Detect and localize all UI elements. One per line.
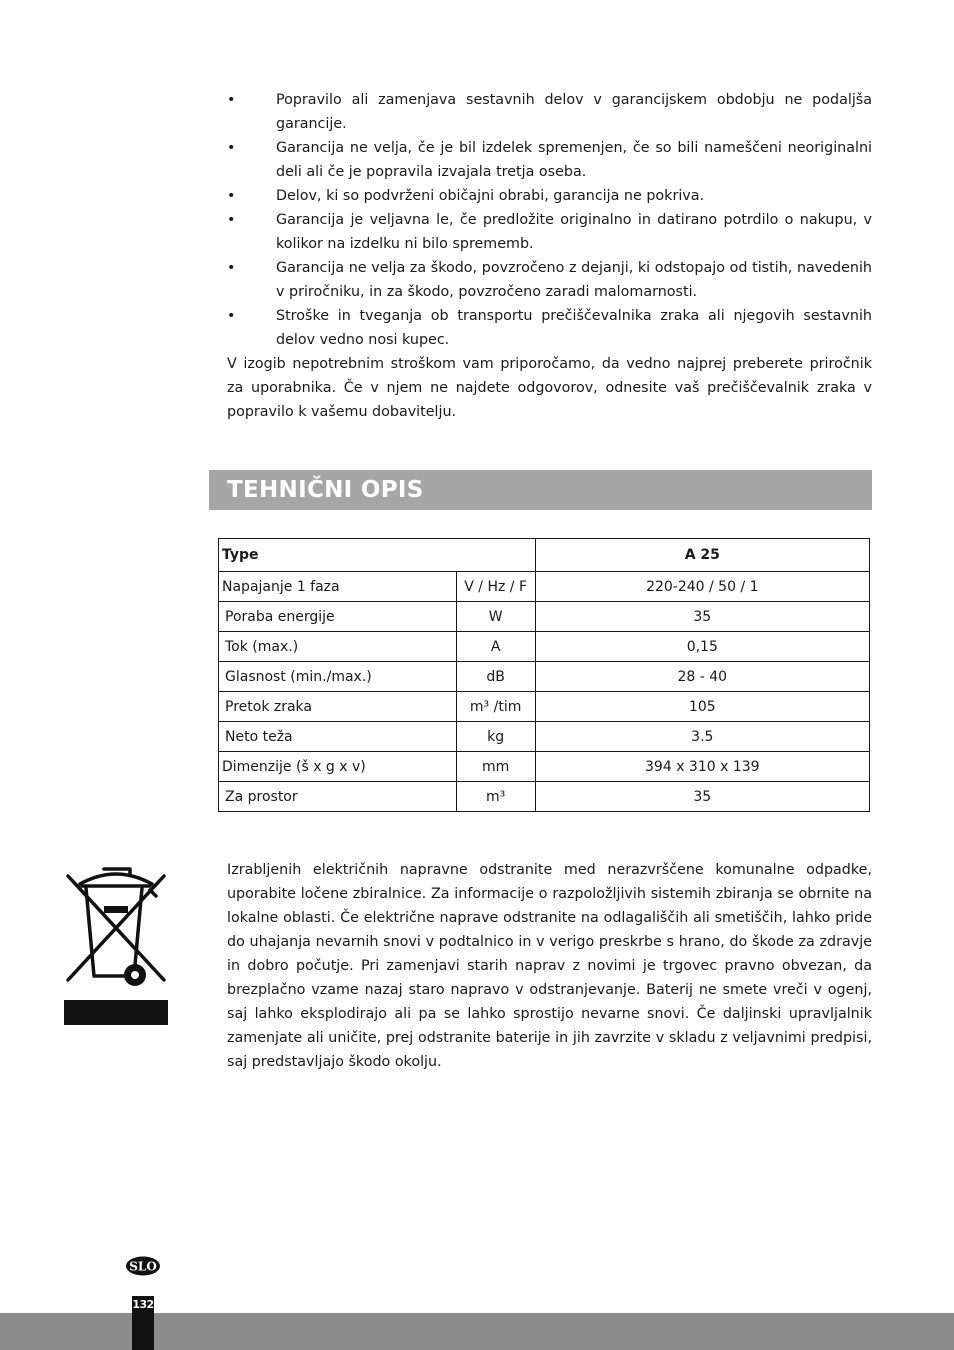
spec-unit: A xyxy=(456,632,535,662)
spec-value: 3.5 xyxy=(535,722,869,752)
spec-unit: mm xyxy=(456,752,535,782)
table-row xyxy=(219,662,870,692)
page-number-tab xyxy=(132,1296,154,1350)
bullet-icon: • xyxy=(227,188,236,204)
spec-unit: W xyxy=(456,602,535,632)
spec-value: 28 - 40 xyxy=(535,662,869,692)
spec-unit: m³ xyxy=(456,782,535,812)
spec-label: Poraba energije xyxy=(219,602,457,632)
spec-value: 394 x 310 x 139 xyxy=(535,752,869,782)
spec-value: 220-240 / 50 / 1 xyxy=(535,572,869,602)
spec-unit: V / Hz / F xyxy=(456,572,535,602)
spec-value: 0,15 xyxy=(535,632,869,662)
table-row xyxy=(219,572,870,602)
spec-unit: kg xyxy=(456,722,535,752)
list-item: • Stroške in tveganja ob transportu prečiščevalnika zraka ali njegovih sestavnih delov vedno nosi kupec. xyxy=(227,304,872,352)
list-item: • Popravilo ali zamenjava sestavnih delov v garancijskem obdobju ne podaljša garancije. xyxy=(227,88,872,136)
spec-value: 35 xyxy=(535,782,869,812)
bullet-icon: • xyxy=(227,308,236,324)
list-item: • Garancija ne velja za škodo, povzročeno z dejanji, ki odstopajo od tistih, navedenih v priročniku, in za škodo, povzročeno zaradi malomarnosti. xyxy=(227,256,872,304)
section-title: TEHNIČNI OPIS xyxy=(227,477,424,503)
spec-unit: dB xyxy=(456,662,535,692)
language-badge-label: SLO xyxy=(129,1259,157,1274)
table-row xyxy=(219,722,870,752)
technical-spec-table xyxy=(218,538,870,812)
bullet-icon: • xyxy=(227,212,236,228)
list-item: • Delov, ki so podvrženi običajni obrabi, garancija ne pokriva. xyxy=(227,184,872,208)
bullet-icon: • xyxy=(227,92,236,108)
table-row xyxy=(219,602,870,632)
language-badge-icon xyxy=(125,1256,161,1276)
spec-label: Neto teža xyxy=(219,722,457,752)
spec-label: Tok (max.) xyxy=(219,632,457,662)
table-row xyxy=(219,632,870,662)
model-header-cell: A 25 xyxy=(535,539,869,572)
spec-label: Za prostor xyxy=(219,782,457,812)
crossed-out-wheelie-bin-icon xyxy=(64,862,168,1026)
table-row xyxy=(219,752,870,782)
spec-label: Napajanje 1 faza xyxy=(219,572,457,602)
table-row xyxy=(219,782,870,812)
list-item: • Garancija ne velja, če je bil izdelek spremenjen, če so bili nameščeni neoriginalni deli ali če je popravila izvajala tretja oseba. xyxy=(227,136,872,184)
type-header-cell: Type xyxy=(219,539,536,572)
advice-paragraph: V izogib nepotrebnim stroškom vam priporočamo, da vedno najprej preberete priročnik za uporabnika. Če v njem ne najdete odgovorov, odnesite vaš prečiščevalnik zraka v popravilo k vašemu dobavitelju. xyxy=(227,356,872,420)
table-header-row xyxy=(219,539,870,572)
bullet-icon: • xyxy=(227,260,236,276)
table-row xyxy=(219,692,870,722)
spec-unit: m³ /tim xyxy=(456,692,535,722)
spec-label: Pretok zraka xyxy=(219,692,457,722)
warranty-conditions-list xyxy=(227,88,872,352)
disposal-paragraph: Izrabljenih električnih napravne odstranite med nerazvrščene komunalne odpadke, uporabite ločene zbiralnice. Za informacije o razpoložljivih sistemih zbiranja se obrnite na lokalne oblasti. Če električne naprave odstranite na odlagališčih ali smetiščih, lahko pride do uhajanja nevarnih snovi v podtalnico in v verigo preskrbe s hrano, do škode za zdravje in dobro počutje. Pri zamenjavi starih naprav z novimi je trgovec pravno obvezan, da brezplačno vzame nazaj staro napravo v odstranjevanje. Baterij ne smete vreči v ogenj, saj lahko eksplodirajo ali pa se lahko sprostijo nevarne snovi. Če daljinski upravljalnik zamenjate ali uničite, prej odstranite baterije in jih zavrzite v skladu z veljavnimi predpisi, saj predstavljajo škodo okolju. xyxy=(227,862,872,1070)
list-item: • Garancija je veljavna le, če predložite originalno in datirano potrdilo o nakupu, v kolikor na izdelku ni bilo sprememb. xyxy=(227,208,872,256)
spec-label: Dimenzije (š x g x v) xyxy=(219,752,457,782)
spec-value: 35 xyxy=(535,602,869,632)
spec-value: 105 xyxy=(535,692,869,722)
section-heading-bar xyxy=(209,470,872,510)
bullet-icon: • xyxy=(227,140,236,156)
spec-label: Glasnost (min./max.) xyxy=(219,662,457,692)
page-number: 132 xyxy=(132,1298,154,1311)
